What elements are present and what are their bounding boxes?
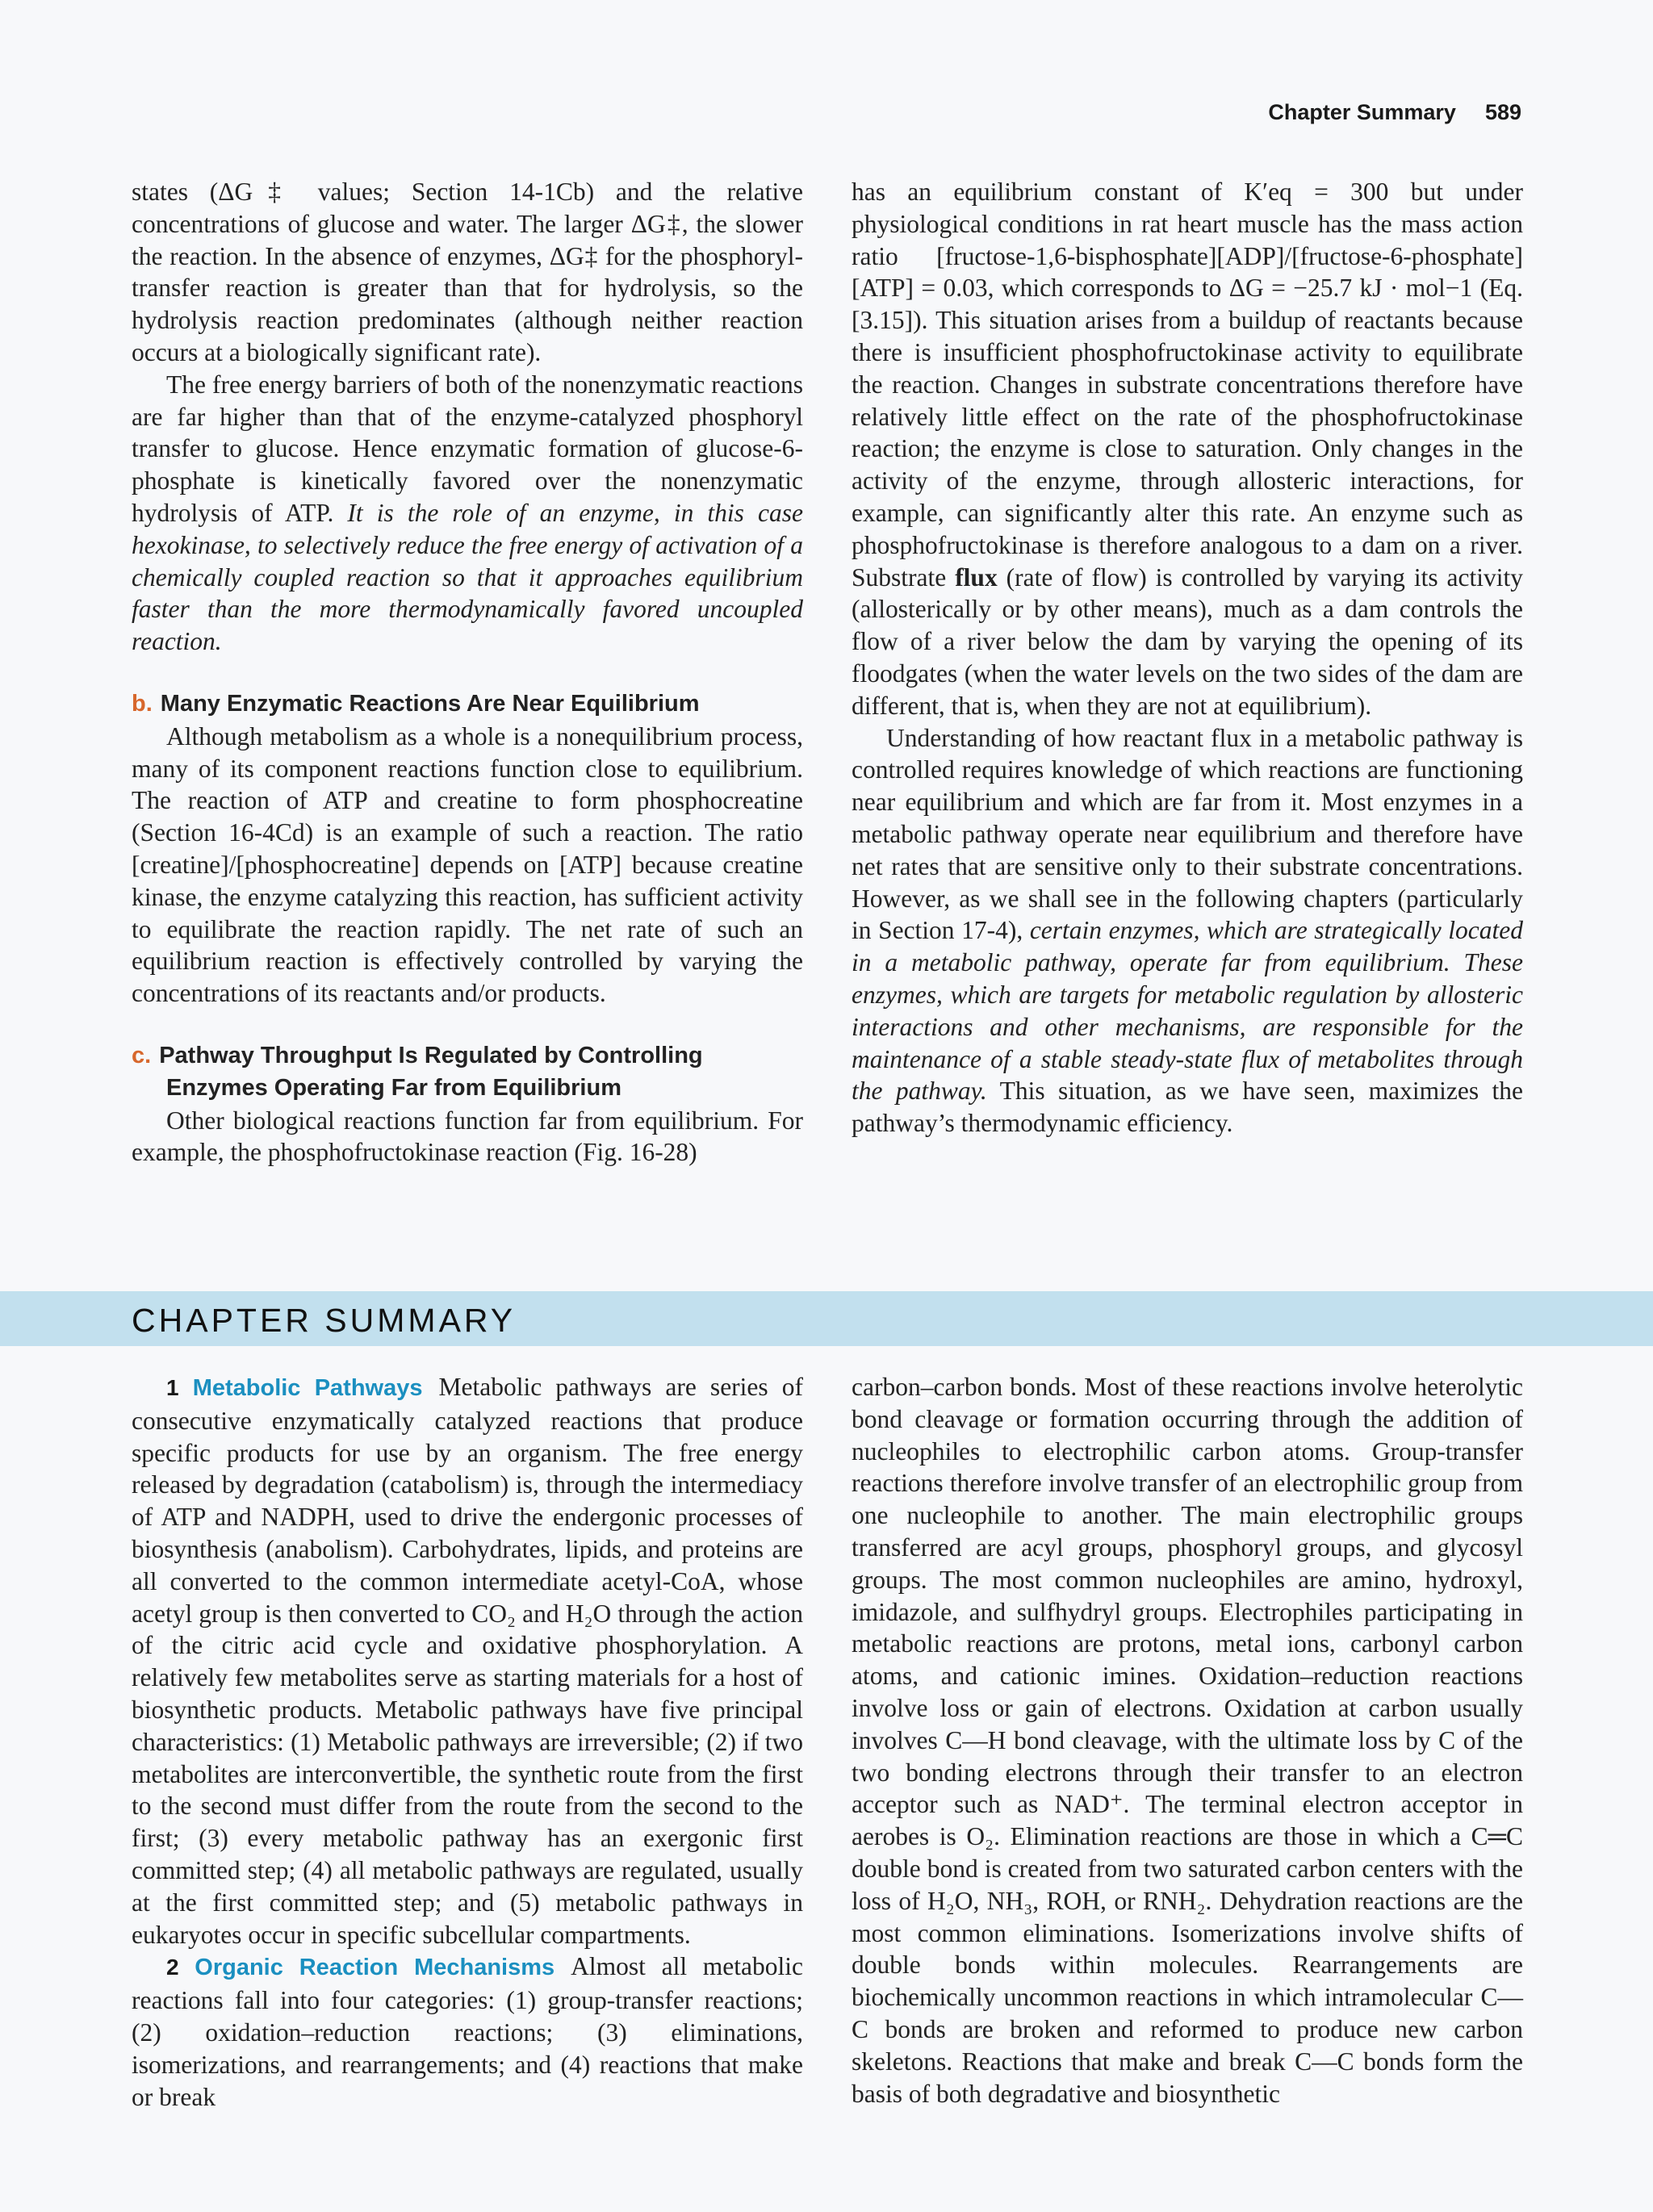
- chapter-summary-title: CHAPTER SUMMARY: [132, 1302, 517, 1339]
- section-heading-text: Pathway Throughput Is Regulated by Controlling Enzymes Operating Far from Equilibrium: [159, 1042, 703, 1101]
- summary-item-1: [132, 1371, 803, 1951]
- left-column-top: [132, 176, 803, 1169]
- paragraph: [852, 722, 1523, 1139]
- paragraph-text: (rate of flow) is controlled by varying its activity (allosterically or by other means), much as a dam controls the flow of a river below the dam by varying the opening of its floodgates (when the water levels on the two sides of the dam are different, that is, when they are not at equilibrium).: [852, 562, 1524, 720]
- paragraph: [132, 369, 803, 658]
- section-letter: c.: [132, 1042, 152, 1068]
- paragraph-text: has an equilibrium constant of K′eq = 300 but under physiological conditions in rat heart muscle has the mass action ratio [fructose-1,6-bisphosphate][ADP]/[fructose-6-phosphate][ATP] = 0.03, which corresponds to ΔG = −25.7 kJ · mol−1 (Eq. [3.15]). This situation arises from a buildup of reactants because there is insufficient phosphofructokinase activity to equilibrate the reaction. Changes in substrate concentrations therefore have relatively little effect on the rate of the phosphofructokinase reaction; the enzyme is close to saturation. Only changes in the activity of the enzyme, through allosteric interactions, for example, can significantly alter this rate. An enzyme such as phosphofructokinase is therefore analogous to a dam on a river. Substrate: [852, 178, 1523, 592]
- page-number: 589: [1484, 100, 1521, 124]
- summary-item-title: Metabolic Pathways: [192, 1375, 423, 1401]
- paragraph-italic: It is the role of an enzyme, in this case hexokinase, to selectively reduce the free energy of activation of a chemically coupled reaction so that it approaches equilibrium faster than the more thermodynamically favored uncoupled reaction.: [132, 498, 803, 656]
- section-heading-c: [132, 1040, 803, 1105]
- paragraph: carbon–carbon bonds. Most of these reactions involve heterolytic bond cleavage or formation occurring through the addition of nucleophiles to electrophilic carbon atoms. Group-transfer reactions therefore involve transfer of an electrophilic group from one nucleophile to another. The main electrophilic groups transferred are acyl groups, phosphoryl groups, and glycosyl groups. The most common nucleophiles are amino, hydroxyl, imidazole, and sulfhydryl groups. Electrophiles participating in metabolic reactions are protons, metal ions, carbonyl carbon atoms, and cationic imines. Oxidation–reduction reactions involve loss or gain of electrons. Oxidation at carbon usually involves C—H bond cleavage, with the ultimate loss by C of the two bonding electrons through their transfer to an electron acceptor such as NAD⁺. The terminal electron acceptor in aerobes is O₂. Elimination reactions are those in which a C═C double bond is created from two saturated carbon centers with the loss of H₂O, NH₃, ROH, or RNH₂. Dehydration reactions are the most common eliminations. Isomerizations involve shifts of double bonds within molecules. Rearrangements are biochemically uncommon reactions in which intramolecular C—C bonds are broken and reformed to produce new carbon skeletons. Reactions that make and break C—C bonds form the basis of both degradative and biosynthetic: [852, 1373, 1523, 2108]
- section-heading-b: [132, 688, 803, 721]
- paragraph-text: Understanding of how reactant flux in a metabolic pathway is controlled requires knowledge of which reactions are functioning near equilibrium and which are far from it. Most enzymes in a metabolic pathway operate near equilibrium and therefore have net rates that are sensitive only to their substrate concentrations. However, as we shall see in the following chapters (particularly in Section 17-4),: [852, 723, 1523, 945]
- paragraph: Although metabolism as a whole is a nonequilibrium process, many of its component reactions function close to equilibrium. The reaction of ATP and creatine to form phosphocreatine (Section 16-4Cd) is an example of such a reaction. The ratio [creatine]/[phosphocreatine] depends on [ATP] because creatine kinase, the enzyme catalyzing this reaction, has sufficient activity to equilibrate the reaction rapidly. The net rate of such an equilibrium reaction is effectively controlled by varying the concentrations of its reactants and/or products.: [132, 721, 803, 1008]
- summary-item-text: Metabolic pathways are series of consecutive enzymatically catalyzed reactions that produce specific products for use by an organism. The free energy released by degradation (catabolism) is, through the intermediacy of ATP and NADPH, used to drive the endergonic processes of biosynthesis (anabolism). Carbohydrates, lipids, and proteins are all converted to the common intermediate acetyl-CoA, whose acetyl group is then converted to CO₂ and H₂O through the action of the citric acid cycle and oxidative phosphorylation. A relatively few metabolites serve as starting materials for a host of biosynthetic products. Metabolic pathways have five principal characteristics: (1) Metabolic pathways are irreversible; (2) if two metabolites are interconvertible, the synthetic route from the first to the second must differ from the route from the second to the first; (3) every metabolic pathway has an exergonic first committed step; (4) all metabolic pathways are regulated, usually at the first committed step; and (5) metabolic pathways in eukaryotes occur in specific subcellular compartments.: [132, 1373, 803, 1949]
- section-letter: b.: [132, 690, 153, 717]
- paragraph-italic: certain enzymes, which are strategically located in a metabolic pathway, operate far from equilibrium. These enzymes, which are targets for metabolic regulation by allosteric interactions and other mechanisms, are responsible for the maintenance of a stable steady-state flux of metabolites through the pathway.: [852, 916, 1524, 1106]
- running-head: [1268, 100, 1521, 125]
- right-column-top: [852, 176, 1523, 1139]
- summary-item-text: Almost all metabolic reactions fall into four categories: (1) group-transfer reactions; (2) oxidation–reduction reactions; (3) eliminations, isomerizations, and rearrangements; and (4) reactions that make or break: [132, 1952, 804, 2111]
- summary-right-column: [852, 1371, 1523, 2110]
- running-head-section: Chapter Summary: [1268, 100, 1456, 124]
- paragraph: [852, 176, 1523, 722]
- paragraph: states (ΔG‡ values; Section 14-1Cb) and the relative concentrations of glucose and water. The larger ΔG‡, the slower the reaction. In the absence of enzymes, ΔG‡ for the phosphoryl-transfer reaction is greater than that for hydrolysis, so the hydrolysis reaction predominates (although neither reaction occurs at a biologically significant rate).: [132, 178, 803, 366]
- summary-item-2: [132, 1951, 803, 2113]
- paragraph-text: The free energy barriers of both of the nonenzymatic reactions are far higher than that of the enzyme-catalyzed phosphoryl transfer to glucose. Hence enzymatic formation of glucose-6-phosphate is kinetically favored over the nonenzymatic hydrolysis of ATP.: [132, 370, 803, 527]
- paragraph: Other biological reactions function far from equilibrium. For example, the phosphofructokinase reaction (Fig. 16-28): [132, 1106, 803, 1167]
- summary-item-title: Organic Reaction Mechanisms: [195, 1955, 555, 1981]
- summary-item-number: 2: [166, 1955, 179, 1980]
- summary-item-number: 1: [166, 1375, 179, 1400]
- bold-term: flux: [955, 562, 998, 592]
- summary-left-column: [132, 1371, 803, 2113]
- paragraph-text: This situation, as we have seen, maximizes the pathway’s thermodynamic efficiency.: [852, 1077, 1523, 1138]
- section-heading-text: Many Enzymatic Reactions Are Near Equilibrium: [160, 690, 700, 717]
